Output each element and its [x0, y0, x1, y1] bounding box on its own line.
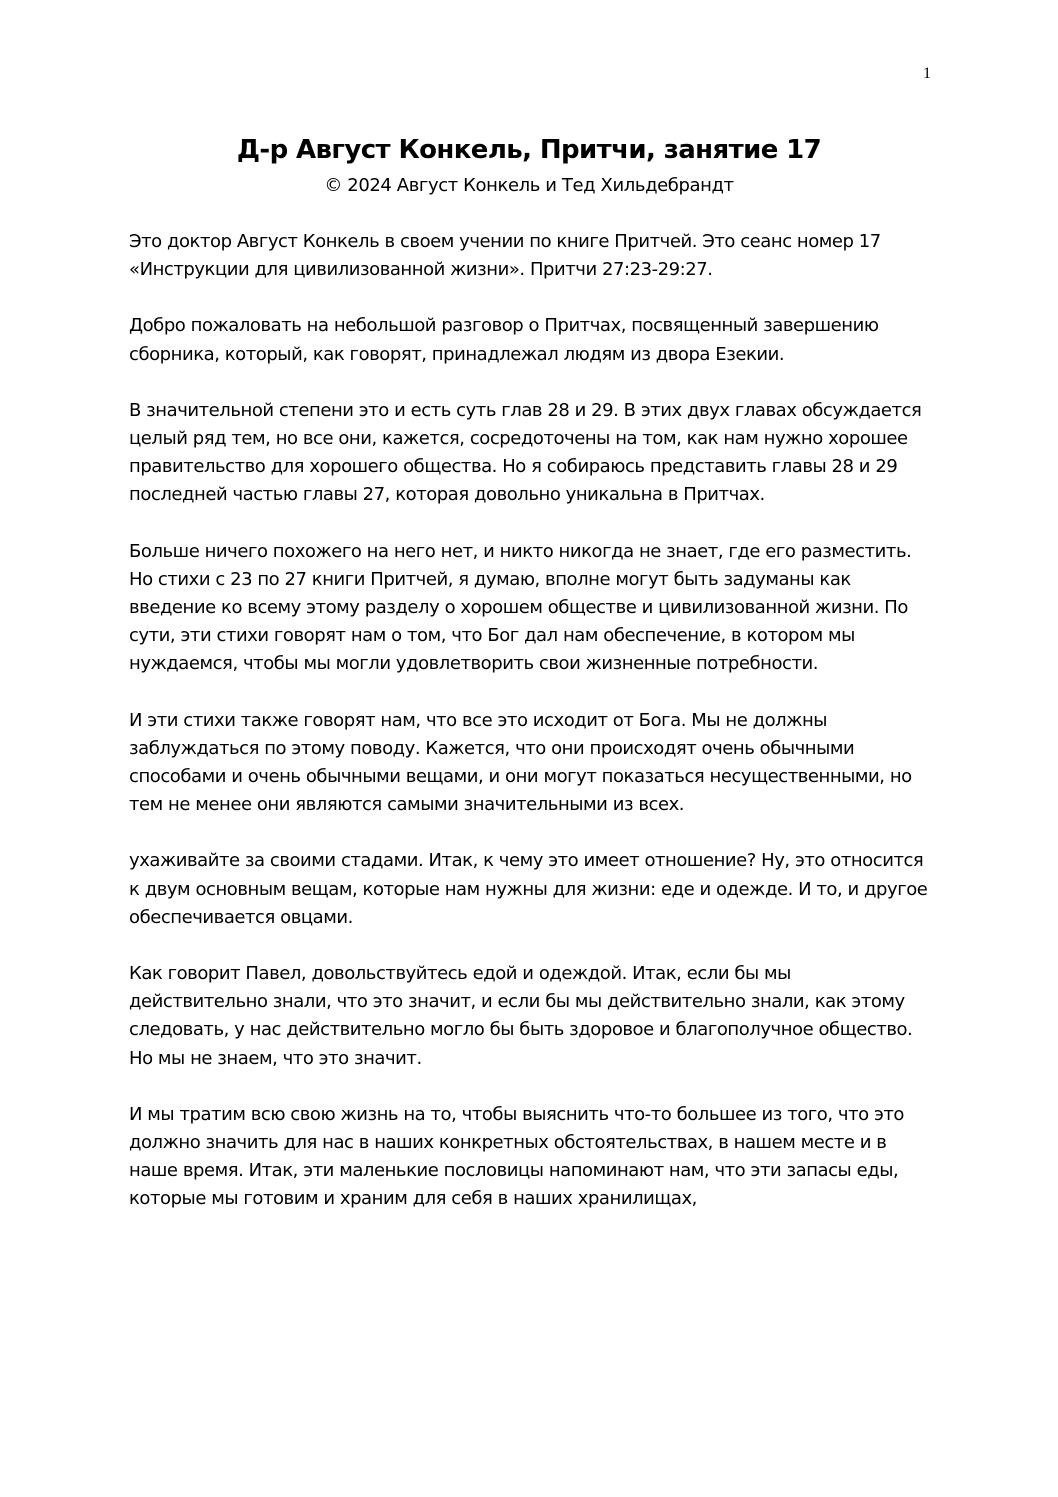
body-text — [129, 228, 929, 1242]
paragraph: Добро пожаловать на небольшой разговор о Притчах, посвященный завершению сборника, который, как говорят, принадлежал людям из двора Езекии. — [129, 315, 879, 365]
paragraph: ухаживайте за своими стадами. Итак, к чему это имеет отношение? Ну, это относится к двум основным вещам, которые нам нужны для жизни: еде и одежде. И то, и другое обеспечивается овцами. — [129, 850, 928, 928]
paragraph: Больше ничего похожего на него нет, и никто никогда не знает, где его разместить. Но стихи с 23 по 27 книги Притчей, я думаю, вполне могут быть задуманы как введение ко всему этому разделу о хорошем обществе и цивилизованной жизни. По сути, эти стихи говорят нам о том, что Бог дал нам обеспечение, в котором мы нуждаемся, чтобы мы могли удовлетворить свои жизненные потребности. — [129, 540, 912, 675]
copyright-line: © 2024 Август Конкель и Тед Хильдебрандт — [324, 175, 734, 196]
paragraph: Это доктор Август Конкель в своем учении по книге Притчей. Это сеанс номер 17 «Инструкции для цивилизованной жизни». Притчи 27:23-29:27. — [129, 231, 881, 281]
document-title: Д-р Август Конкель, Притчи, занятие 17 — [236, 135, 822, 165]
paragraph: И эти стихи также говорят нам, что все это исходит от Бога. Мы не должны заблуждаться по этому поводу. Кажется, что они происходят очень обычными способами и очень обычными вещами, и они могут показаться несущественными, но тем не менее они являются самыми значительными из всех. — [129, 709, 912, 816]
paragraph: И мы тратим всю свою жизнь на то, чтобы выяснить что-то большее из того, что это должно значить для нас в наших конкретных обстоятельствах, в нашем месте и в наше время. Итак, эти маленькие пословицы напоминают нам, что эти запасы еды, которые мы готовим и храним для себя в наших хранилищах, — [129, 1103, 904, 1210]
paragraph: В значительной степени это и есть суть глав 28 и 29. В этих двух главах обсуждается целый ряд тем, но все они, кажется, сосредоточены на том, как нам нужно хорошее правительство для хорошего общества. Но я собираюсь представить главы 28 и 29 последней частью главы 27, которая довольно уникальна в Притчах. — [129, 399, 922, 506]
page-number: 1 — [923, 65, 931, 82]
paragraph: Как говорит Павел, довольствуйтесь едой и одеждой. Итак, если бы мы действительно знали, что это значит, и если бы мы действительно знали, как этому следовать, у нас действительно могло бы быть здоровое и благополучное общество. Но мы не знаем, что это значит. — [129, 963, 913, 1069]
